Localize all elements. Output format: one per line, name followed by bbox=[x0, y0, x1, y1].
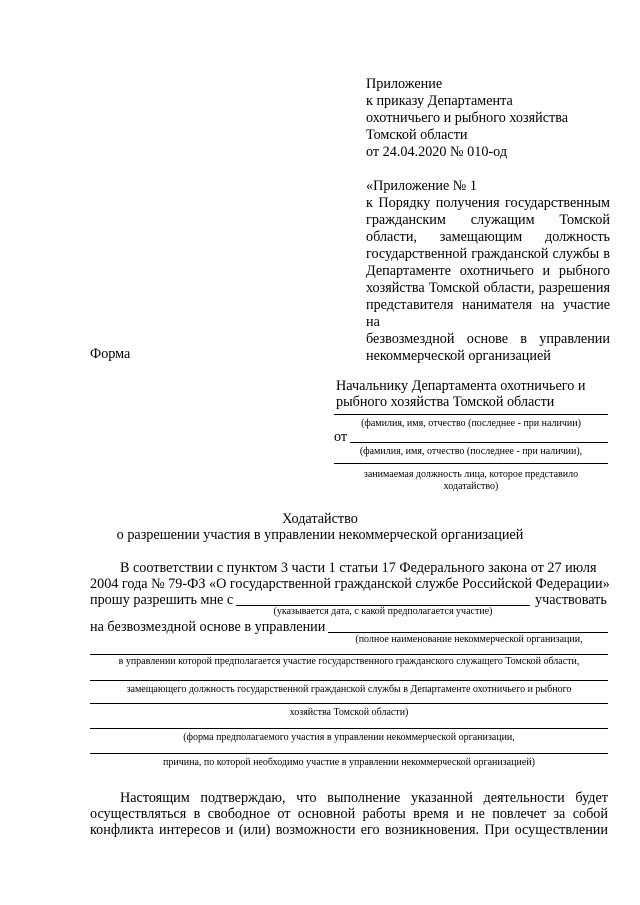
addressee-caption-1: (фамилия, имя, отчество (последнее - при наличии) bbox=[361, 418, 581, 429]
from-prefix: от bbox=[334, 429, 348, 445]
appendix-header bbox=[366, 76, 568, 161]
caption-org-3: замещающего должность государственной гражданской службы в Департаменте охотничьего и рыбного bbox=[126, 684, 572, 695]
appendix-line: охотничьего и рыбного хозяйства bbox=[366, 110, 569, 126]
addressee-caption-3a: занимаемая должность лица, которое представило bbox=[363, 469, 579, 480]
appendix-inner-line: хозяйства Томской области, разрешения bbox=[366, 280, 610, 296]
caption-form: (форма предполагаемого участия в управлении некоммерческой организации, bbox=[183, 732, 515, 743]
addressee-line-2: рыбного хозяйства Томской области bbox=[336, 394, 555, 410]
caption-org-2: в управлении которой предполагается участие государственного гражданского служащего Томской области, bbox=[118, 656, 580, 667]
org-name-line-2[interactable] bbox=[90, 654, 608, 655]
appendix-inner-line: Департаменте охотничьего и рыбного bbox=[366, 263, 610, 279]
addressee-caption-2: (фамилия, имя, отчество (последнее - при наличии), bbox=[359, 446, 583, 457]
appendix-inner-line: «Приложение № 1 bbox=[366, 178, 477, 194]
caption-date: (указывается дата, с какой предполагается участие) bbox=[273, 606, 493, 617]
caption-org-1: (полное наименование некоммерческой организации, bbox=[355, 634, 583, 645]
org-name-line-1[interactable] bbox=[328, 632, 608, 633]
addressee-name-line[interactable] bbox=[334, 414, 608, 415]
document-subtitle: о разрешении участия в управлении некоммерческой организацией bbox=[116, 527, 524, 543]
appendix-inner-line: государственной гражданской службы в bbox=[366, 246, 610, 262]
from-name-line[interactable] bbox=[350, 442, 608, 443]
org-name-line-4[interactable] bbox=[90, 703, 608, 704]
caption-org-4: хозяйства Томской области) bbox=[289, 707, 409, 718]
body-p2-line2: осуществляться в свободное от основной работы время и не повлечет за собой bbox=[90, 806, 608, 822]
appendix-inner-line: гражданским служащим Томской bbox=[366, 212, 610, 228]
body-p2-line3: конфликта интересов и (или) возможности его возникновения. При осуществлении bbox=[90, 822, 608, 838]
body-p1-line3-a: прошу разрешить мне с bbox=[90, 592, 234, 608]
appendix-line: Томской области bbox=[366, 127, 468, 143]
reason-line[interactable] bbox=[90, 753, 608, 754]
body-p2-line1: Настоящим подтверждаю, что выполнение указанной деятельности будет bbox=[120, 790, 608, 806]
appendix-inner bbox=[366, 178, 610, 365]
body-p1-line2: 2004 года № 79-ФЗ «О государственной гражданской службе Российской Федерации» bbox=[90, 576, 610, 592]
participation-form-line[interactable] bbox=[90, 728, 608, 729]
appendix-inner-line: области, замещающим должность bbox=[366, 229, 610, 245]
body-p1-line4: на безвозмездной основе в управлении bbox=[90, 619, 326, 635]
appendix-inner-line: к Порядку получения государственным bbox=[366, 195, 610, 211]
org-name-line-3[interactable] bbox=[90, 680, 608, 681]
body-p1-line3-b: участвовать bbox=[535, 592, 607, 608]
appendix-inner-line: некоммерческой организацией bbox=[366, 348, 551, 364]
addressee-line-1: Начальнику Департамента охотничьего и bbox=[336, 378, 586, 394]
addressee-caption-3b: ходатайство) bbox=[443, 481, 499, 492]
form-label: Форма bbox=[90, 346, 131, 362]
appendix-line: Приложение bbox=[366, 76, 443, 92]
body-p1-line1: В соответствии с пунктом 3 части 1 статьи 17 Федерального закона от 27 июля bbox=[120, 560, 597, 576]
caption-reason: причина, по которой необходимо участие в управлении некоммерческой организацией) bbox=[163, 757, 535, 768]
appendix-line: от 24.04.2020 № 010-од bbox=[366, 144, 508, 160]
position-line[interactable] bbox=[334, 463, 608, 464]
appendix-line: к приказу Департамента bbox=[366, 93, 513, 109]
appendix-inner-line: представителя нанимателя на участие на bbox=[366, 297, 610, 330]
document-title: Ходатайство bbox=[282, 511, 358, 527]
appendix-inner-line: безвозмездной основе в управлении bbox=[366, 331, 610, 347]
